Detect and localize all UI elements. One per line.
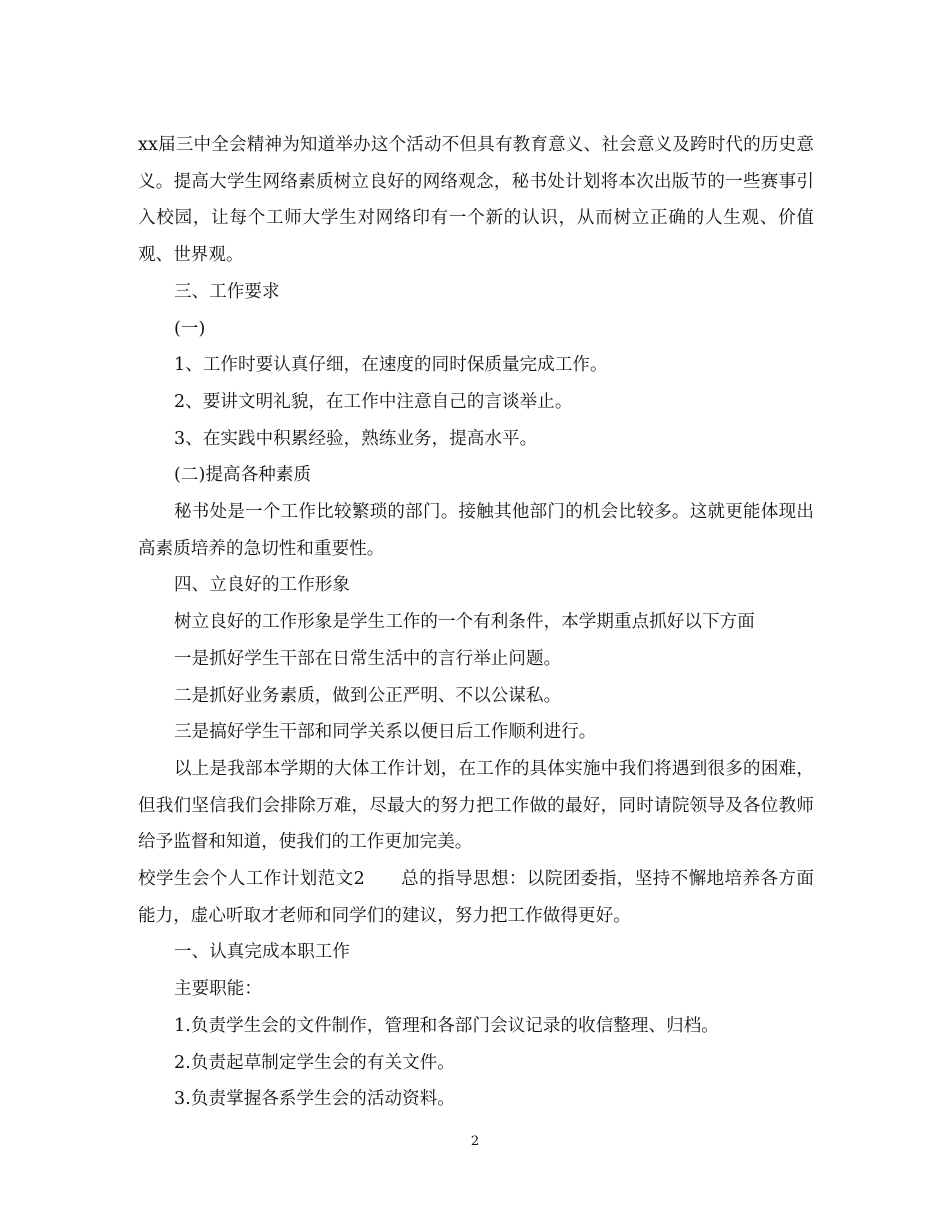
list-item: 1、工作时要认真仔细，在速度的同时保质量完成工作。 xyxy=(174,355,608,376)
subheading-two: (二)提高各种素质 xyxy=(174,465,312,486)
list-item: 一是抓好学生干部在日常生活中的言行举止问题。 xyxy=(174,648,562,669)
list-item: 1.负责学生会的文件制作，管理和各部门会议记录的收信整理、归档。 xyxy=(174,1015,719,1036)
body-text xyxy=(138,127,814,1118)
paragraph-sample-2: 校学生会个人工作计划范文2 总的指导思想：以院团委指，坚持不懈地培养各方面能力，虚心听取才老师和同学们的建议，努力把工作做得更好。 xyxy=(138,869,814,926)
list-item: 2、要讲文明礼貌，在工作中注意自己的言谈举止。 xyxy=(174,391,573,412)
page-number: 2 xyxy=(470,1134,480,1149)
paragraph-intro: xx届三中全会精神为知道举办这个活动不但具有教育意义、社会意义及跨时代的历史意义。提高大学生网络素质树立良好的网络观念，秘书处计划将本次出版节的一些赛事引入校园，让每个工师大学生对网络印有一个新的认识，从而树立正确的人生观、价值观、世界观。 xyxy=(138,135,814,266)
heading-duties: 一、认真完成本职工作 xyxy=(174,942,350,963)
list-item: 3、在实践中积累经验，熟练业务，提高水平。 xyxy=(174,428,538,449)
heading-work-requirements: 三、工作要求 xyxy=(174,281,280,302)
subheading-one: (一) xyxy=(174,318,206,339)
paragraph-work-image: 树立良好的工作形象是学生工作的一个有利条件，本学期重点抓好以下方面 xyxy=(174,612,755,633)
list-item: 2.负责起草制定学生会的有关文件。 xyxy=(174,1052,455,1073)
paragraph-summary: 以上是我部本学期的大体工作计划，在工作的具体实施中我们将遇到很多的困难，但我们坚信我们会排除万难，尽最大的努力把工作做的最好，同时请院领导及各位教师给予监督和知道，使我们的工作更加完美。 xyxy=(138,758,814,853)
paragraph-secretariat: 秘书处是一个工作比较繁琐的部门。接触其他部门的机会比较多。这就更能体现出高素质培养的急切性和重要性。 xyxy=(138,502,814,559)
list-item: 三是搞好学生干部和同学关系以便日后工作顺利进行。 xyxy=(174,722,597,743)
heading-work-image: 四、立良好的工作形象 xyxy=(174,575,350,596)
list-item: 3.负责掌握各系学生会的活动资料。 xyxy=(174,1089,455,1110)
label-main-functions: 主要职能： xyxy=(174,979,262,1000)
list-item: 二是抓好业务素质，做到公正严明、不以公谋私。 xyxy=(174,685,562,706)
